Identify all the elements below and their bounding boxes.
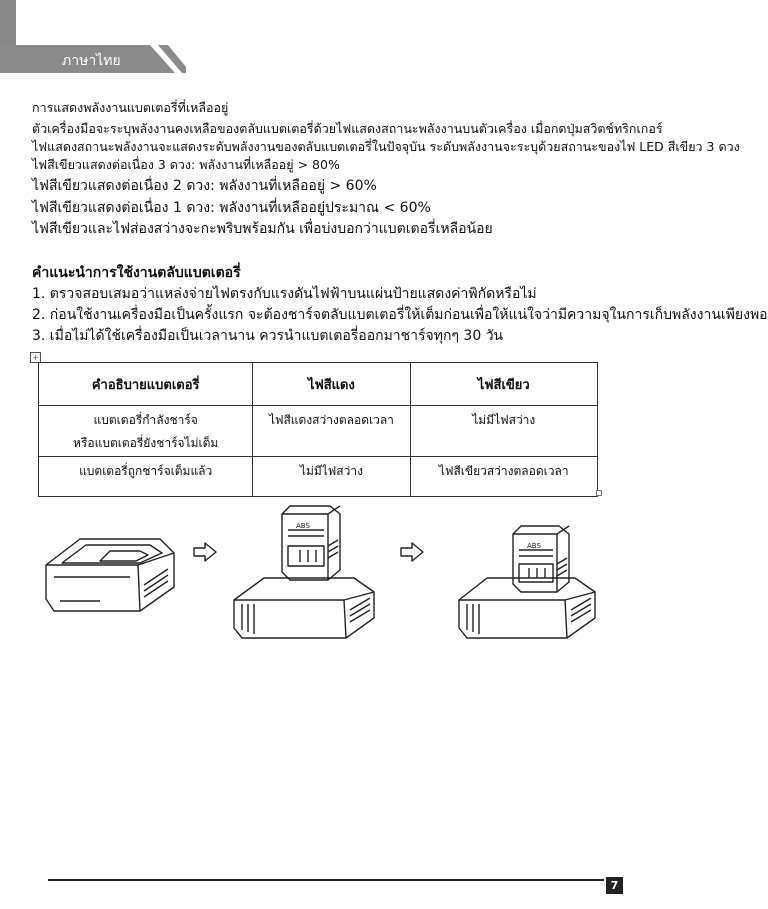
table-cell-description: แบตเตอรี่ถูกชาร์จเต็มแล้ว	[39, 457, 253, 497]
battery-charging-illustration	[455, 520, 600, 640]
charger-empty-illustration	[40, 525, 180, 615]
table-move-handle-icon[interactable]: +	[30, 352, 41, 363]
usage-heading: คำแนะนำการใช้งานตลับแบตเตอรี่	[32, 265, 241, 281]
cell-text: หรือแบตเตอรี่ยังชาร์จไม่เต็ม	[73, 436, 219, 450]
svg-text:ABS: ABS	[527, 542, 541, 550]
intro-line-2: ไฟแสดงสถานะพลังงานจะแสดงระดับพลังงานของตลับแบตเตอรี่ในปัจจุบัน ระดับพลังงานจะระบุด้วยสถานะของไฟ LED สีเขียว 3 ดวง	[32, 139, 740, 154]
table-cell-description	[39, 406, 253, 457]
intro-line-6: ไฟสีเขียวและไฟส่องสว่างจะกะพริบพร้อมกัน เพื่อบ่งบอกว่าแบตเตอรี่เหลือน้อย	[32, 221, 493, 237]
arrow-right-icon	[193, 542, 217, 562]
table-cell-red: ไฟสีแดงสว่างตลอดเวลา	[253, 406, 410, 457]
intro-line-5: ไฟสีเขียวแสดงต่อเนื่อง 1 ดวง: พลังงานที่เหลืออยู่ประมาณ < 60%	[32, 200, 431, 216]
intro-line-1: ตัวเครื่องมือจะระบุพลังงานคงเหลือของตลับแบตเตอรี่ด้วยไฟแสดงสถานะพลังงานบนตัวเครื่อง เมื่อกดปุ่มสวิตช์ทริกเกอร์	[32, 121, 663, 136]
table-header-row	[39, 363, 598, 406]
table-row	[39, 406, 598, 457]
table-cell-green: ไม่มีไฟสว่าง	[410, 406, 597, 457]
language-label: ภาษาไทย	[62, 53, 121, 69]
usage-item-2: 2. ก่อนใช้งานเครื่องมือเป็นครั้งแรก จะต้องชาร์จตลับแบตเตอรี่ให้เต็มก่อนเพื่อให้แน่ใจว่ามีความจุในการเก็บพลังงานเพียงพอ	[32, 307, 768, 323]
battery-inserting-illustration	[230, 500, 380, 640]
table-cell-red: ไม่มีไฟสว่าง	[253, 457, 410, 497]
column-header-green-light: ไฟสีเขียว	[410, 363, 597, 406]
svg-text:ABS: ABS	[296, 522, 310, 530]
arrow-right-icon	[400, 542, 424, 562]
table-resize-handle[interactable]	[596, 490, 602, 496]
table-row	[39, 457, 598, 497]
intro-title: การแสดงพลังงานแบตเตอรี่ที่เหลืออยู่	[32, 100, 229, 115]
intro-line-3: ไฟสีเขียวแสดงต่อเนื่อง 3 ดวง: พลังงานที่เหลืออยู่ > 80%	[32, 157, 340, 172]
intro-line-4: ไฟสีเขียวแสดงต่อเนื่อง 2 ดวง: พลังงานที่เหลืออยู่ > 60%	[32, 178, 377, 194]
usage-item-1: 1. ตรวจสอบเสมอว่าแหล่งจ่ายไฟตรงกับแรงดันไฟฟ้าบนแผ่นป้ายแสดงค่าพิกัดหรือไม่	[32, 286, 537, 302]
table-cell-green: ไฟสีเขียวสว่างตลอดเวลา	[410, 457, 597, 497]
cell-text: แบตเตอรี่กำลังชาร์จ	[93, 413, 198, 427]
page-number: 7	[606, 877, 623, 894]
column-header-description: คำอธิบายแบตเตอรี่	[39, 363, 253, 406]
footer-rule	[48, 879, 604, 881]
battery-status-table	[38, 362, 598, 497]
column-header-red-light: ไฟสีแดง	[253, 363, 410, 406]
usage-item-3: 3. เมื่อไม่ได้ใช้เครื่องมือเป็นเวลานาน ควรนำแบตเตอรี่ออกมาชาร์จทุกๆ 30 วัน	[32, 328, 504, 344]
